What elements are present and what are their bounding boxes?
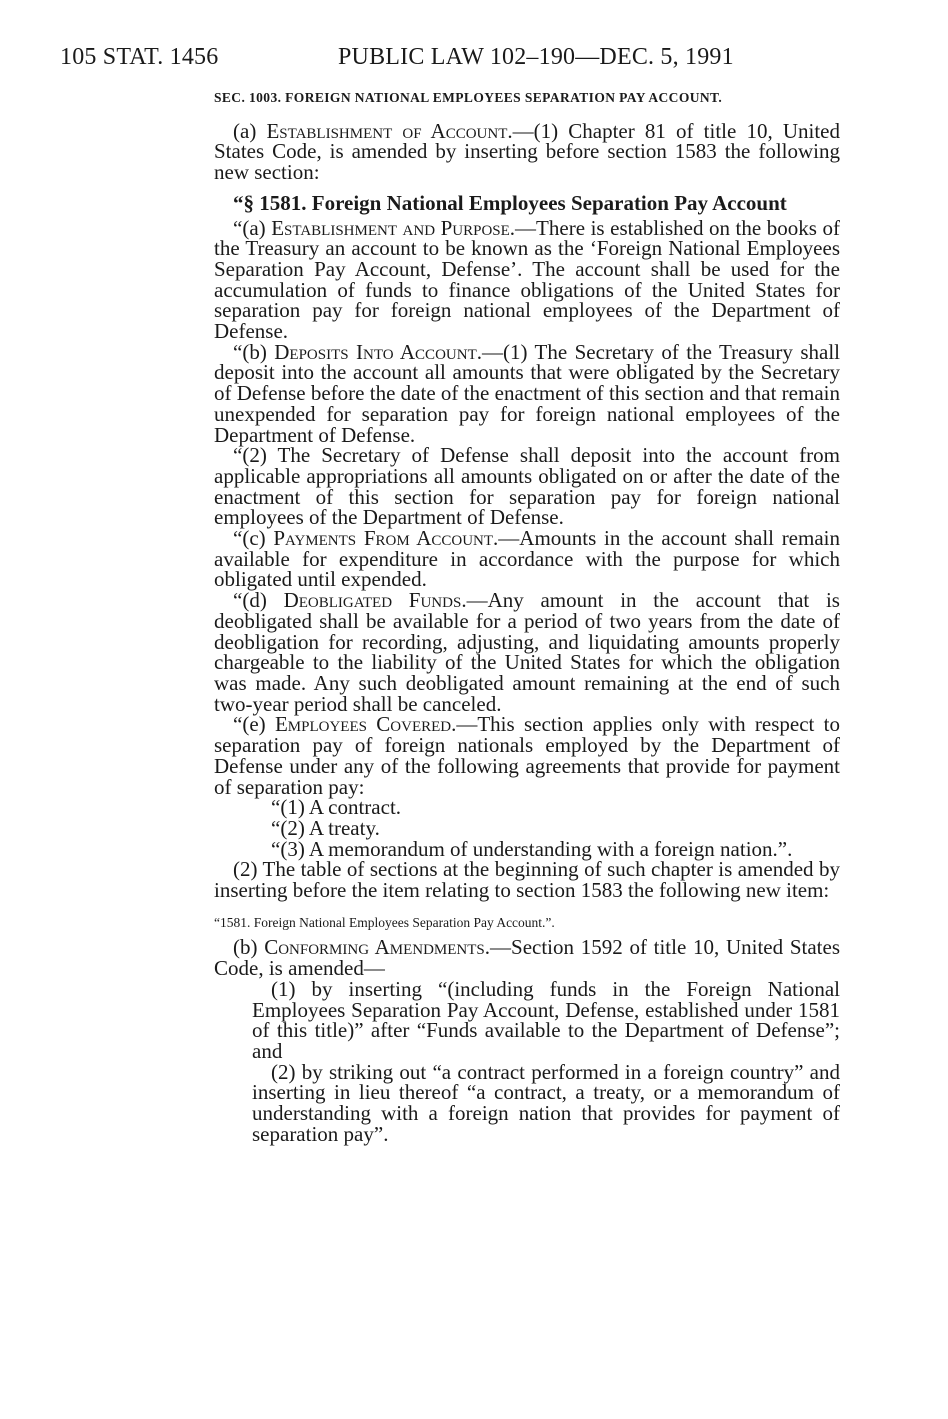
list-item-contract: “(1) A contract. (271, 795, 402, 820)
subsection-e-prefix: “(e) (233, 712, 275, 737)
subsection-d (214, 590, 840, 714)
subsection-e (214, 714, 840, 797)
subsection-c-heading: Payments From Account (273, 526, 494, 551)
subsection-c (214, 528, 840, 590)
paragraph-b (214, 935, 840, 981)
subsection-b-text: .—(1) The Secretary of the Treasury shall deposit into the account all amounts that were obligated by the Secretary of Defense before the date of the enactment of this section and that remain unexpended for separation pay for foreign national employees of the Department of Defense. (214, 339, 841, 447)
subsection-a-text: .—There is established on the books of the Treasury an account to be known as the ‘Foreign National Employees Separation Pay Account, Defense’. The account shall be used for the accumulation of funds to finance obligations of the United States for separation pay for foreign national employees of the Department of Defense. (214, 215, 840, 344)
subsection-c-text: .—Amounts in the account shall remain available for expenditure in accordance with the purpose for which obligated until expended. (214, 526, 840, 592)
list-item-memorandum: “(3) A memorandum of understanding with a foreign nation.”. (271, 836, 793, 861)
subsection-d-text: .—Any amount in the account that is deobligated shall be available for a period of two years from the date of deobligation for recording, adjusting, and liquidating amounts properly chargeable to the liability of the United States for which the obligation was made. Any such deobligated amount remaining at the end of such two-year period shall be canceled. (214, 588, 840, 716)
paragraph-a2: (2) The table of sections at the beginning of such chapter is amended by inserting before the item relating to section 1583 the following new item: (214, 857, 840, 903)
subsection-b-prefix: “(b) (233, 339, 275, 364)
paragraph-b-heading: Conforming Amendments (264, 935, 485, 960)
paragraph-a-text: .—(1) Chapter 81 of title 10, United States Code, is amended by inserting before section 1583 the following new section: (214, 118, 840, 185)
subsection-c-prefix: “(c) (233, 526, 274, 551)
paragraph-b1: (1) by inserting “(including funds in the Foreign National Employees Separation Pay Account, Defense, established under 1581 of this title)” after “Funds available to the Department of Defense”; and (252, 976, 840, 1063)
subsection-d-heading: Deobligated Funds (283, 588, 462, 613)
document-body (214, 88, 840, 1144)
public-law-header: PUBLIC LAW 102–190—DEC. 5, 1991 (338, 44, 734, 70)
subsection-b-heading: Deposits Into Account (274, 339, 477, 364)
paragraph-b2: (2) by striking out “a contract performed in a foreign country” and inserting in lieu thereof “a contract, a treaty, or a memorandum of understanding with a foreign nation that provides for payment of separation pay”. (252, 1059, 840, 1146)
paragraph-b-text: .—Section 1592 of title 10, United States Code, is amended— (214, 935, 840, 981)
paragraph-a-prefix: (a) (233, 118, 267, 143)
new-section-title: “§ 1581. Foreign National Employees Separation Pay Account (233, 190, 787, 215)
section-heading: SEC. 1003. FOREIGN NATIONAL EMPLOYEES SEPARATION PAY ACCOUNT. (214, 90, 723, 105)
table-of-sections-item: “1581. Foreign National Employees Separation Pay Account.”. (214, 914, 555, 930)
paragraph-a (214, 118, 840, 185)
paragraph-a-heading: Establishment of Account (266, 118, 508, 143)
subsection-b2: “(2) The Secretary of Defense shall deposit into the account from applicable appropriations all amounts obligated on or after the date of the enactment of this section for separation pay for foreign national employees of the Department of Defense. (214, 443, 840, 530)
subsection-a-heading: Establishment and Purpose (271, 215, 510, 240)
subsection-a (214, 215, 840, 344)
subsection-b (214, 339, 841, 447)
subsection-e-heading: Employees Covered (274, 712, 452, 737)
subsection-d-prefix: “(d) (233, 588, 284, 613)
list-item-treaty: “(2) A treaty. (271, 815, 380, 840)
stat-reference: 105 STAT. 1456 (60, 44, 219, 70)
subsection-a-prefix: “(a) (233, 215, 272, 240)
subsection-e-text: .—This section applies only with respect to separation pay of foreign nationals employed by the Department of Defense under any of the following agreements that provide for payment of separation pay: (214, 712, 840, 799)
paragraph-b-prefix: (b) (233, 935, 265, 960)
